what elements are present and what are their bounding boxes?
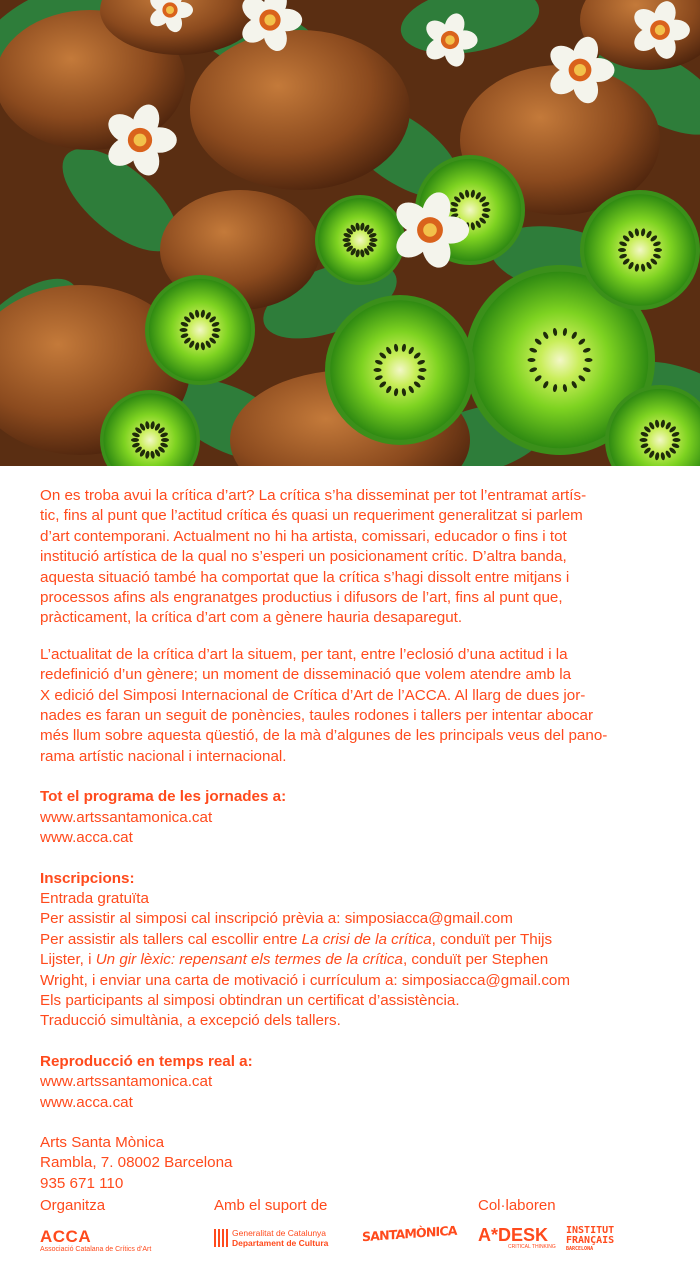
second-line: redefinició d’un gènere; un moment de disseminació que volem atendre amb la	[40, 666, 572, 684]
institut-line-1: INSTITUT	[566, 1225, 615, 1236]
tallers-line-2	[40, 950, 660, 970]
programa-link-santamonica[interactable]: www.artssantamonica.cat	[40, 808, 213, 826]
organitza-label: Organitza	[40, 1197, 106, 1214]
carta-line: Wright, i enviar una carta de motivació i currículum a: simposiacca@gmail.com	[40, 971, 571, 989]
venue-phone: 935 671 110	[40, 1174, 124, 1192]
gencat-emblem-icon	[214, 1229, 228, 1247]
venue-section	[40, 1133, 660, 1194]
institut-francais-logo	[566, 1226, 614, 1252]
second-line: X edició del Simposi Internacional de Crítica d’Art de l’ACCA. Al llarg de dues jor-	[40, 686, 586, 704]
intro-line: aquesta situació també ha comportat que la crítica s’hagi dissolt entre mitjans i	[40, 568, 570, 586]
adesk-logo	[478, 1226, 556, 1250]
acca-logo-text: ACCA	[40, 1227, 92, 1246]
tallers-line	[40, 930, 660, 950]
intro-line: tic, fins al punt que l’actitud crítica és quasi un requeriment generalitzat si parlem	[40, 507, 583, 525]
traduccio-line: Traducció simultània, a excepció dels tallers.	[40, 1012, 341, 1030]
reproduccio-link-santamonica[interactable]: www.artssantamonica.cat	[40, 1073, 213, 1091]
entrada-line: Entrada gratuïta	[40, 889, 149, 907]
main-content	[0, 466, 700, 1194]
intro-line: On es troba avui la crítica d’art? La crítica s’ha disseminat per tot l’entramat artís-	[40, 487, 587, 504]
adesk-logo-sub: CRITICAL THINKING	[508, 1244, 556, 1250]
intro-line: d’art contemporani. Actualment no hi ha artista, comissari, educador o fins i tot	[40, 527, 567, 545]
footer-logos	[40, 1196, 680, 1266]
certificat-line: Els participants al simposi obtindran un certificat d’assistència.	[40, 991, 460, 1009]
taller-title-1: La crisi de la crítica	[301, 930, 432, 948]
reproduccio-heading: Reproducció en temps real a:	[40, 1052, 253, 1070]
taller-title-2: Un gir lèxic: repensant els termes de la crítica	[95, 951, 403, 969]
tallers-text: Lijster, i	[40, 951, 96, 969]
suport-label: Amb el suport de	[214, 1197, 328, 1214]
intro-line: pràcticament, la crítica d’art com a gènere hauria desaparegut.	[40, 609, 463, 627]
intro-paragraph	[40, 486, 660, 629]
inscripcions-heading: Inscripcions:	[40, 869, 135, 887]
venue-name: Arts Santa Mònica	[40, 1133, 165, 1151]
institut-line-2: FRANÇAIS	[566, 1235, 615, 1246]
second-line: més llum sobre aquesta qüestió, de la mà d’algunes de les principals veus del pano-	[40, 727, 608, 745]
gencat-line-2: Departament de Cultura	[232, 1238, 329, 1248]
inscripcio-line: Per assistir al simposi cal inscripció prèvia a: simposiacca@gmail.com	[40, 910, 513, 928]
acca-logo-sub: Associació Catalana de Crítics d’Art	[40, 1246, 152, 1253]
hero-image	[0, 0, 700, 466]
institut-line-3: BARCELONA	[566, 1246, 594, 1252]
kiwi-illustration	[0, 0, 700, 466]
inscripcions-section	[40, 869, 660, 1032]
reproduccio-section	[40, 1052, 660, 1113]
second-line: nades es faran un seguit de ponències, taules rodones i tallers per intentar abocar	[40, 707, 594, 725]
second-paragraph	[40, 645, 660, 767]
intro-line: processos afins als engranatges productius i difusors de l’art, fins al punt que,	[40, 589, 563, 607]
venue-address: Rambla, 7. 08002 Barcelona	[40, 1154, 233, 1172]
programa-link-acca[interactable]: www.acca.cat	[40, 829, 133, 847]
tallers-text: , conduït per Stephen	[402, 951, 549, 969]
programa-section	[40, 787, 660, 848]
reproduccio-link-acca[interactable]: www.acca.cat	[40, 1093, 133, 1111]
santamonica-logo: SANTAMÒNICA	[362, 1222, 457, 1245]
gencat-line-1: Generalitat de Catalunya	[232, 1228, 327, 1238]
colaboren-label: Col·laboren	[478, 1197, 556, 1214]
second-line: rama artístic nacional i internacional.	[40, 747, 287, 765]
programa-heading: Tot el programa de les jornades a:	[40, 788, 287, 806]
tallers-text: Per assistir als tallers cal escollir entre	[40, 930, 302, 948]
adesk-logo-text: A*DESK	[478, 1225, 549, 1245]
tallers-text: , conduït per Thijs	[431, 930, 553, 948]
second-line: L’actualitat de la crítica d’art la situem, per tant, entre l’eclosió d’una actitud i la	[40, 645, 568, 663]
acca-logo	[40, 1228, 151, 1254]
intro-line: institució artística de la qual no s’esperi un posicionament crític. D’altra banda,	[40, 548, 567, 566]
